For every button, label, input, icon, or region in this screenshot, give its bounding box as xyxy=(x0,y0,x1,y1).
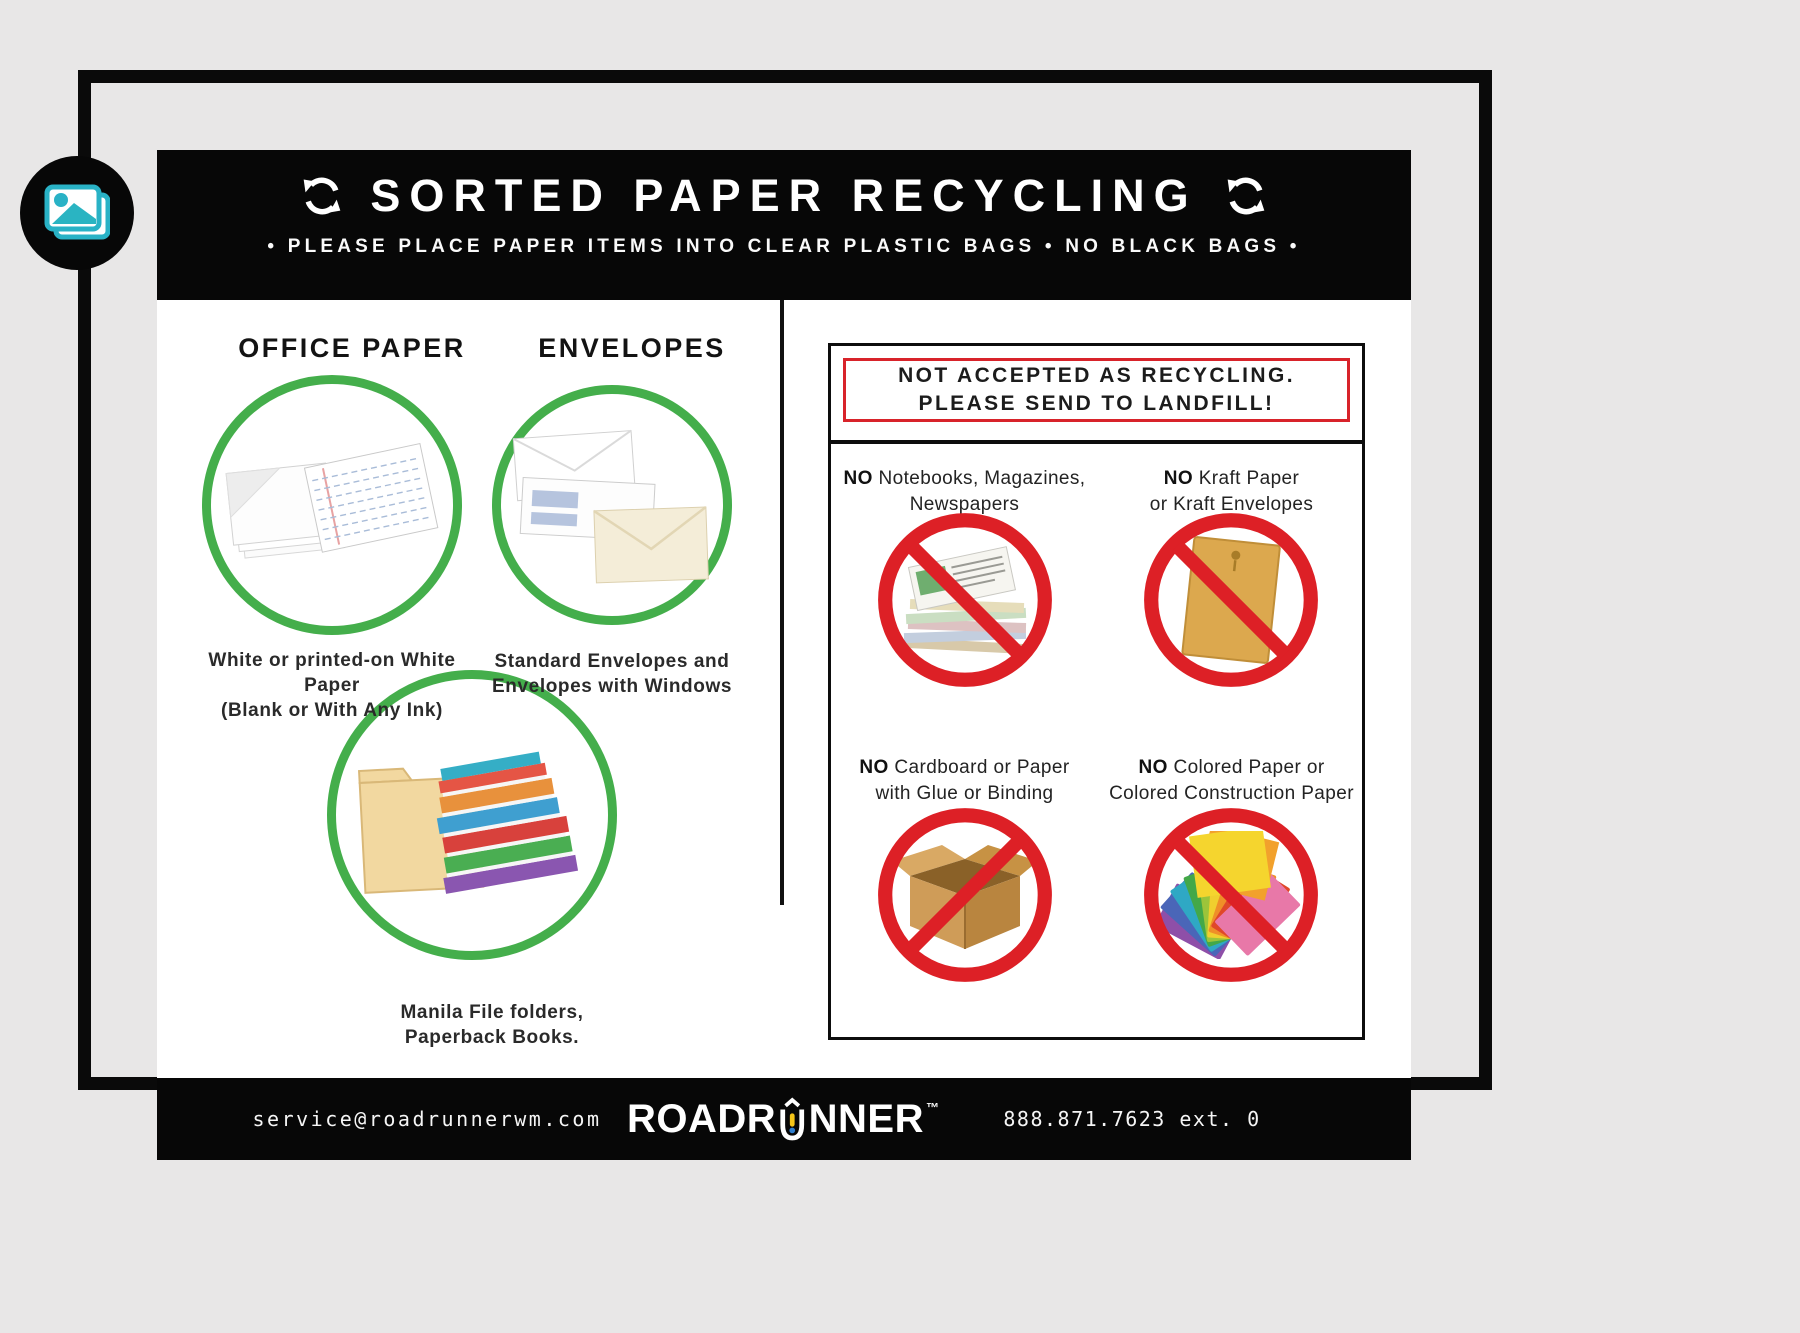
not-accepted-panel xyxy=(828,343,1365,1040)
office-paper-illustration xyxy=(221,417,443,593)
office-paper-caption xyxy=(182,648,482,723)
envelopes-illustration xyxy=(509,421,715,589)
banner-line: PLEASE SEND TO LANDFILL! xyxy=(918,392,1275,415)
recycle-arrows-icon xyxy=(300,174,344,218)
not-accepted-banner xyxy=(843,358,1350,422)
caption-line: Standard Envelopes and xyxy=(494,651,730,672)
no-cardboard-image xyxy=(870,800,1060,990)
poster-body xyxy=(157,300,1411,1078)
envelopes-caption xyxy=(477,649,747,699)
recycling-poster xyxy=(157,150,1411,1160)
no-kraft-image xyxy=(1136,505,1326,695)
poster-title: SORTED PAPER RECYCLING xyxy=(370,170,1198,221)
contact-email: service@roadrunnerwm.com xyxy=(252,1107,602,1131)
prohibition-sign xyxy=(1136,800,1326,990)
caption-line: (Blank or With Any Ink) xyxy=(221,700,443,721)
section-divider xyxy=(780,300,784,905)
prohibition-sign xyxy=(870,800,1060,990)
no-newspapers-image xyxy=(870,505,1060,695)
brand-text: ROADR xyxy=(627,1096,777,1141)
no-colored-paper-label: NO Colored Paper or Colored Construction Paper xyxy=(1109,757,1354,804)
banner-separator xyxy=(831,440,1362,444)
office-paper-image xyxy=(202,375,462,635)
poster-subtitle: • PLEASE PLACE PAPER ITEMS INTO CLEAR PLASTIC BAGS • NO BLACK BAGS • xyxy=(267,236,1301,257)
caption-line: Envelopes with Windows xyxy=(492,676,732,697)
title-row xyxy=(300,170,1267,222)
envelopes-heading: ENVELOPES xyxy=(538,333,726,363)
no-kraft-label: NO Kraft Paper or Kraft Envelopes xyxy=(1149,468,1314,515)
prohibition-sign xyxy=(870,505,1060,695)
gallery-badge[interactable] xyxy=(20,156,134,270)
no-cardboard-label: NO Cardboard or Paper with Glue or Binding xyxy=(859,757,1070,804)
contact-phone: 888.871.7623 ext. 0 xyxy=(1003,1107,1261,1131)
office-paper-heading: OFFICE PAPER xyxy=(238,333,466,363)
photos-icon xyxy=(44,184,110,242)
poster-footer xyxy=(157,1078,1411,1160)
prohibition-sign xyxy=(1136,505,1326,695)
folders-books-caption xyxy=(342,1000,642,1050)
banner-line: NOT ACCEPTED AS RECYCLING. xyxy=(898,364,1295,387)
trademark: ™ xyxy=(926,1099,939,1115)
recycle-arrows-icon xyxy=(1224,174,1268,218)
caption-line: Manila File folders, xyxy=(400,1002,584,1023)
caption-line: White or printed-on White Paper xyxy=(208,650,456,696)
no-colored-paper-image xyxy=(1136,800,1326,990)
envelopes-image xyxy=(492,385,732,625)
no-newspapers-label: NO Notebooks, Magazines, Newspapers xyxy=(843,468,1086,515)
trash-bin-icon xyxy=(778,1097,806,1143)
roadrunner-logo xyxy=(627,1078,937,1160)
folders-books-illustration xyxy=(348,716,596,914)
poster-header xyxy=(157,150,1411,300)
brand-text: NNER xyxy=(808,1096,924,1141)
caption-line: Paperback Books. xyxy=(404,1027,580,1048)
